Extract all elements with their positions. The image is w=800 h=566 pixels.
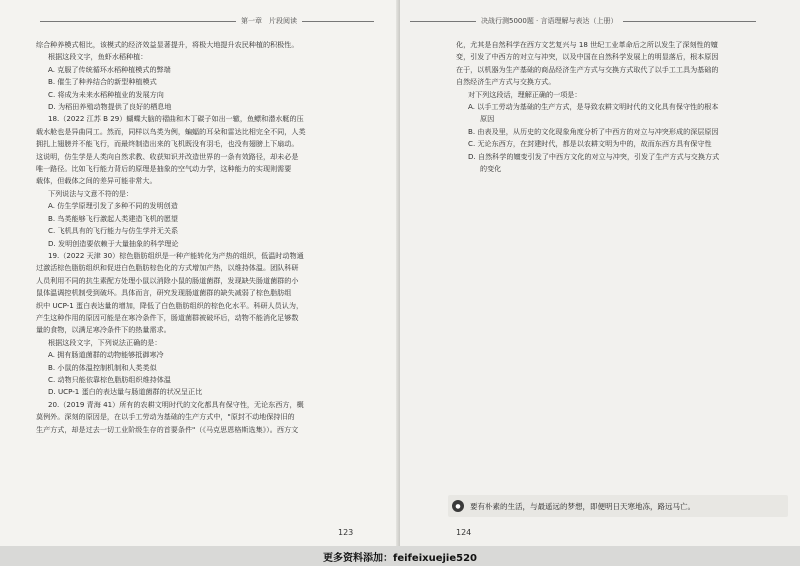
text-line: 唯一路径。比如飞行能力背后的原理是抽象的空气动力学，这种能力的实现则需要 xyxy=(36,164,292,174)
header-rule xyxy=(40,21,236,22)
option-line: A. 克服了传统循环水稻种植模式的弊端 xyxy=(48,64,171,74)
option-continuation: 的变化 xyxy=(480,164,502,174)
option-line: A. 以手工劳动为基础的生产方式，是导致农耕文明时代的文化具有保守性的根本 xyxy=(468,102,719,112)
header-rule xyxy=(623,21,757,22)
text-line: 过激活棕色脂肪组织和促进白色脂肪棕色化的方式增加产热，以维持体温。团队科研 xyxy=(36,263,299,273)
question-prompt: 根据这段文字，鱼虾水稻种植： xyxy=(48,52,148,62)
text-line: 拥扎上翅膀并不能飞行，而最终制造出来的飞机既没有羽毛，也没有翅膀上下扇动。 xyxy=(36,139,299,149)
option-line: A. 拥有肠道菌群的动物能够抵御寒冷 xyxy=(48,350,164,360)
text-line: 载体，但载体之间的差异可能非常大。 xyxy=(36,176,157,186)
text-line: 产生这种作用的原因可能是在寒冷条件下，肠道菌群被破坏后，动物不能消化足够数 xyxy=(36,312,299,322)
left-header-title: 第一章 片段阅读 xyxy=(241,17,297,25)
left-page-body xyxy=(36,39,376,436)
footer-contact: 更多资料添加：feifeixuejie520 xyxy=(0,546,800,566)
question-start: 20.（2019 青海 41）所有的农耕文明时代的文化都具有保守性，无论东西方，概 xyxy=(48,399,304,409)
motto-text: 要有朴素的生活，与最遥远的梦想，即便明日天寒地冻，路远马亡。 xyxy=(470,501,695,511)
option-line: D. 为稻田养殖动物提供了良好的栖息地 xyxy=(48,102,172,112)
option-continuation: 原因 xyxy=(480,114,495,124)
option-line: D. UCP-1 蛋白的表达量与肠道菌群的状况呈正比 xyxy=(48,387,203,397)
text-line: 莫例外。深刻的原因是，在以手工劳动为基础的生产方式中，"原封不动地保持旧的 xyxy=(36,412,295,422)
motto-banner xyxy=(448,495,788,517)
option-line: C. 将成为未来水稻种植业的发展方向 xyxy=(48,89,164,99)
badge-icon: ● xyxy=(452,500,464,512)
header-rule xyxy=(410,21,476,22)
option-line: B. 催生了种养结合的新型种植模式 xyxy=(48,77,157,87)
page-number: 123 xyxy=(338,528,354,537)
option-line: C. 动物只能依靠棕色脂肪组织维持体温 xyxy=(48,374,171,384)
question-start: 18.（2022 江苏 B 29）蝴蝶大脑的褶曲和木丁碳子如出一辙，鱼鳔和潜水艇的压 xyxy=(48,114,304,124)
text-line: 鼠体温调控机制受到破坏。具体而言，研究发现肠道菌群的缺失减弱了棕色脂肪组 xyxy=(36,288,292,298)
question-prompt: 下列说法与文意不符的是： xyxy=(48,188,134,198)
right-page-body xyxy=(456,39,790,175)
option-line: D. 发明创造要依赖于大量抽象的科学理论 xyxy=(48,238,179,248)
question-prompt: 根据这段文字，下列说法正确的是： xyxy=(48,337,162,347)
option-line: B. 鸟类能够飞行激起人类建造飞机的愿望 xyxy=(48,213,178,223)
page-number: 124 xyxy=(456,528,472,537)
text-line: 织中 UCP-1 蛋白表达量的增加，降低了白色脂肪组织的棕色化水平。科研人员认为， xyxy=(36,300,304,310)
option-line: B. 小鼠的体温控制机制和人类类似 xyxy=(48,362,157,372)
question-prompt: 对下列这段话，理解正确的一项是： xyxy=(468,89,582,99)
right-header-title: 决战行测5000题 · 言语理解与表达（上册） xyxy=(481,17,618,25)
right-page-header xyxy=(410,16,756,26)
text-line: 自然经济生产方式与交换方式。 xyxy=(456,77,556,87)
left-page-header xyxy=(40,16,374,26)
text-line: 综合种养模式相比，该模式的经济效益显著提升，将极大地提升农民种植的积极性。 xyxy=(36,40,299,49)
text-line: 量的食物，以满足寒冷条件下的热量需求。 xyxy=(36,325,171,335)
right-page xyxy=(400,0,800,546)
text-line: 这说明，仿生学是人类向自然求教、收获知识并改造世界的一条有效路径，却未必是 xyxy=(36,151,299,161)
text-line: 化，尤其是自然科学在西方文艺复兴与 18 世纪工业革命后之所以发生了深刻性的嬗 xyxy=(456,40,718,49)
option-line: C. 飞机具有的飞行能力与仿生学并无关系 xyxy=(48,226,179,236)
text-line: 载水舱也是异曲同工。然而，同样以鸟类为例，蝙蝠的耳朵和雷达比相完全不同，人类 xyxy=(36,126,306,136)
text-line: 人员利用不同的抗生素配方处理小鼠以消除小鼠的肠道菌群，发现缺失肠道菌群的小 xyxy=(36,275,299,285)
header-rule xyxy=(302,21,374,22)
text-line: 生产方式，却是过去一切工业阶级生存的首要条件"（《马克思恩格斯选集》）。西方文 xyxy=(36,424,299,434)
option-line: B. 由表及里，从历史的文化现象角度分析了中西方的对立与冲突形成的深层原因 xyxy=(468,126,719,136)
text-line: 在于，以机器为生产基础的商品经济生产方式与交换方式取代了以手工工具为基础的 xyxy=(456,64,719,74)
left-page xyxy=(0,0,400,546)
option-line: D. 自然科学的嬗变引发了中西方文化的对立与冲突，引发了生产方式与交换方式 xyxy=(468,151,720,161)
option-line: C. 无论东西方，在封建时代，都是以农耕文明为中的，故而东西方具有保守性 xyxy=(468,139,712,149)
option-line: A. 仿生学原理引发了多种不同的发明创造 xyxy=(48,201,178,211)
text-line: 变，引发了中西方的对立与冲突，以及中国在自然科学发展上的明显落后，根本原因 xyxy=(456,52,719,62)
question-start: 19.（2022 天津 30）棕色脂肪组织是一种产能转化为产热的组织，低温时动物通 xyxy=(48,250,304,260)
